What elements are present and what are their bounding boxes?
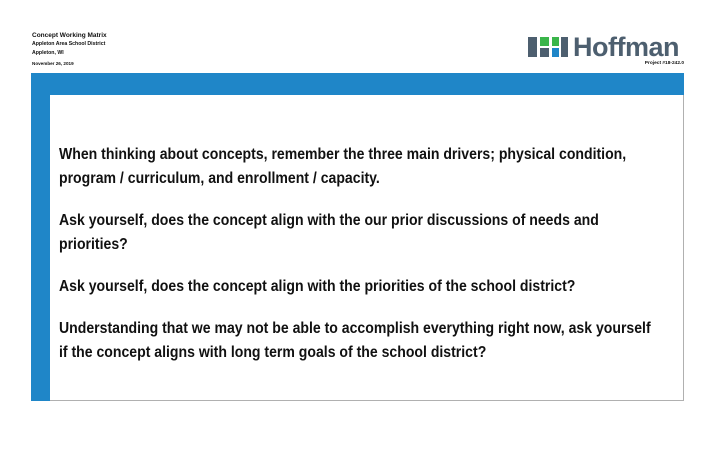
paragraph-drivers: When thinking about concepts, remember the three main drivers; physical condition, program / curriculum, and enrollment / capacity. bbox=[59, 146, 627, 187]
left-accent-bar bbox=[31, 95, 50, 401]
body-text bbox=[59, 143, 651, 383]
paragraph-long-term-goals: Understanding that we may not be able to accomplish everything right now, ask yourself if the concept aligns with long term goals of the school district? bbox=[59, 320, 651, 361]
paragraph-district-priorities: Ask yourself, does the concept align with the priorities of the school district? bbox=[59, 278, 576, 295]
header-band bbox=[31, 73, 684, 95]
location: Appleton, WI bbox=[32, 49, 64, 56]
document-title: Concept Working Matrix bbox=[32, 32, 107, 39]
document-date: November 26, 2019 bbox=[32, 61, 74, 66]
header-info bbox=[32, 31, 332, 68]
hoffman-squares-logo-icon bbox=[528, 37, 568, 57]
paragraph-needs-priorities: Ask yourself, does the concept align with the our prior discussions of needs and priorities? bbox=[59, 212, 599, 253]
project-number: Project #18-242.0 bbox=[644, 61, 684, 66]
logo-wordmark: Hoffman bbox=[573, 32, 679, 62]
hoffman-logo bbox=[528, 32, 679, 62]
district-name: Appleton Area School District bbox=[32, 41, 106, 47]
